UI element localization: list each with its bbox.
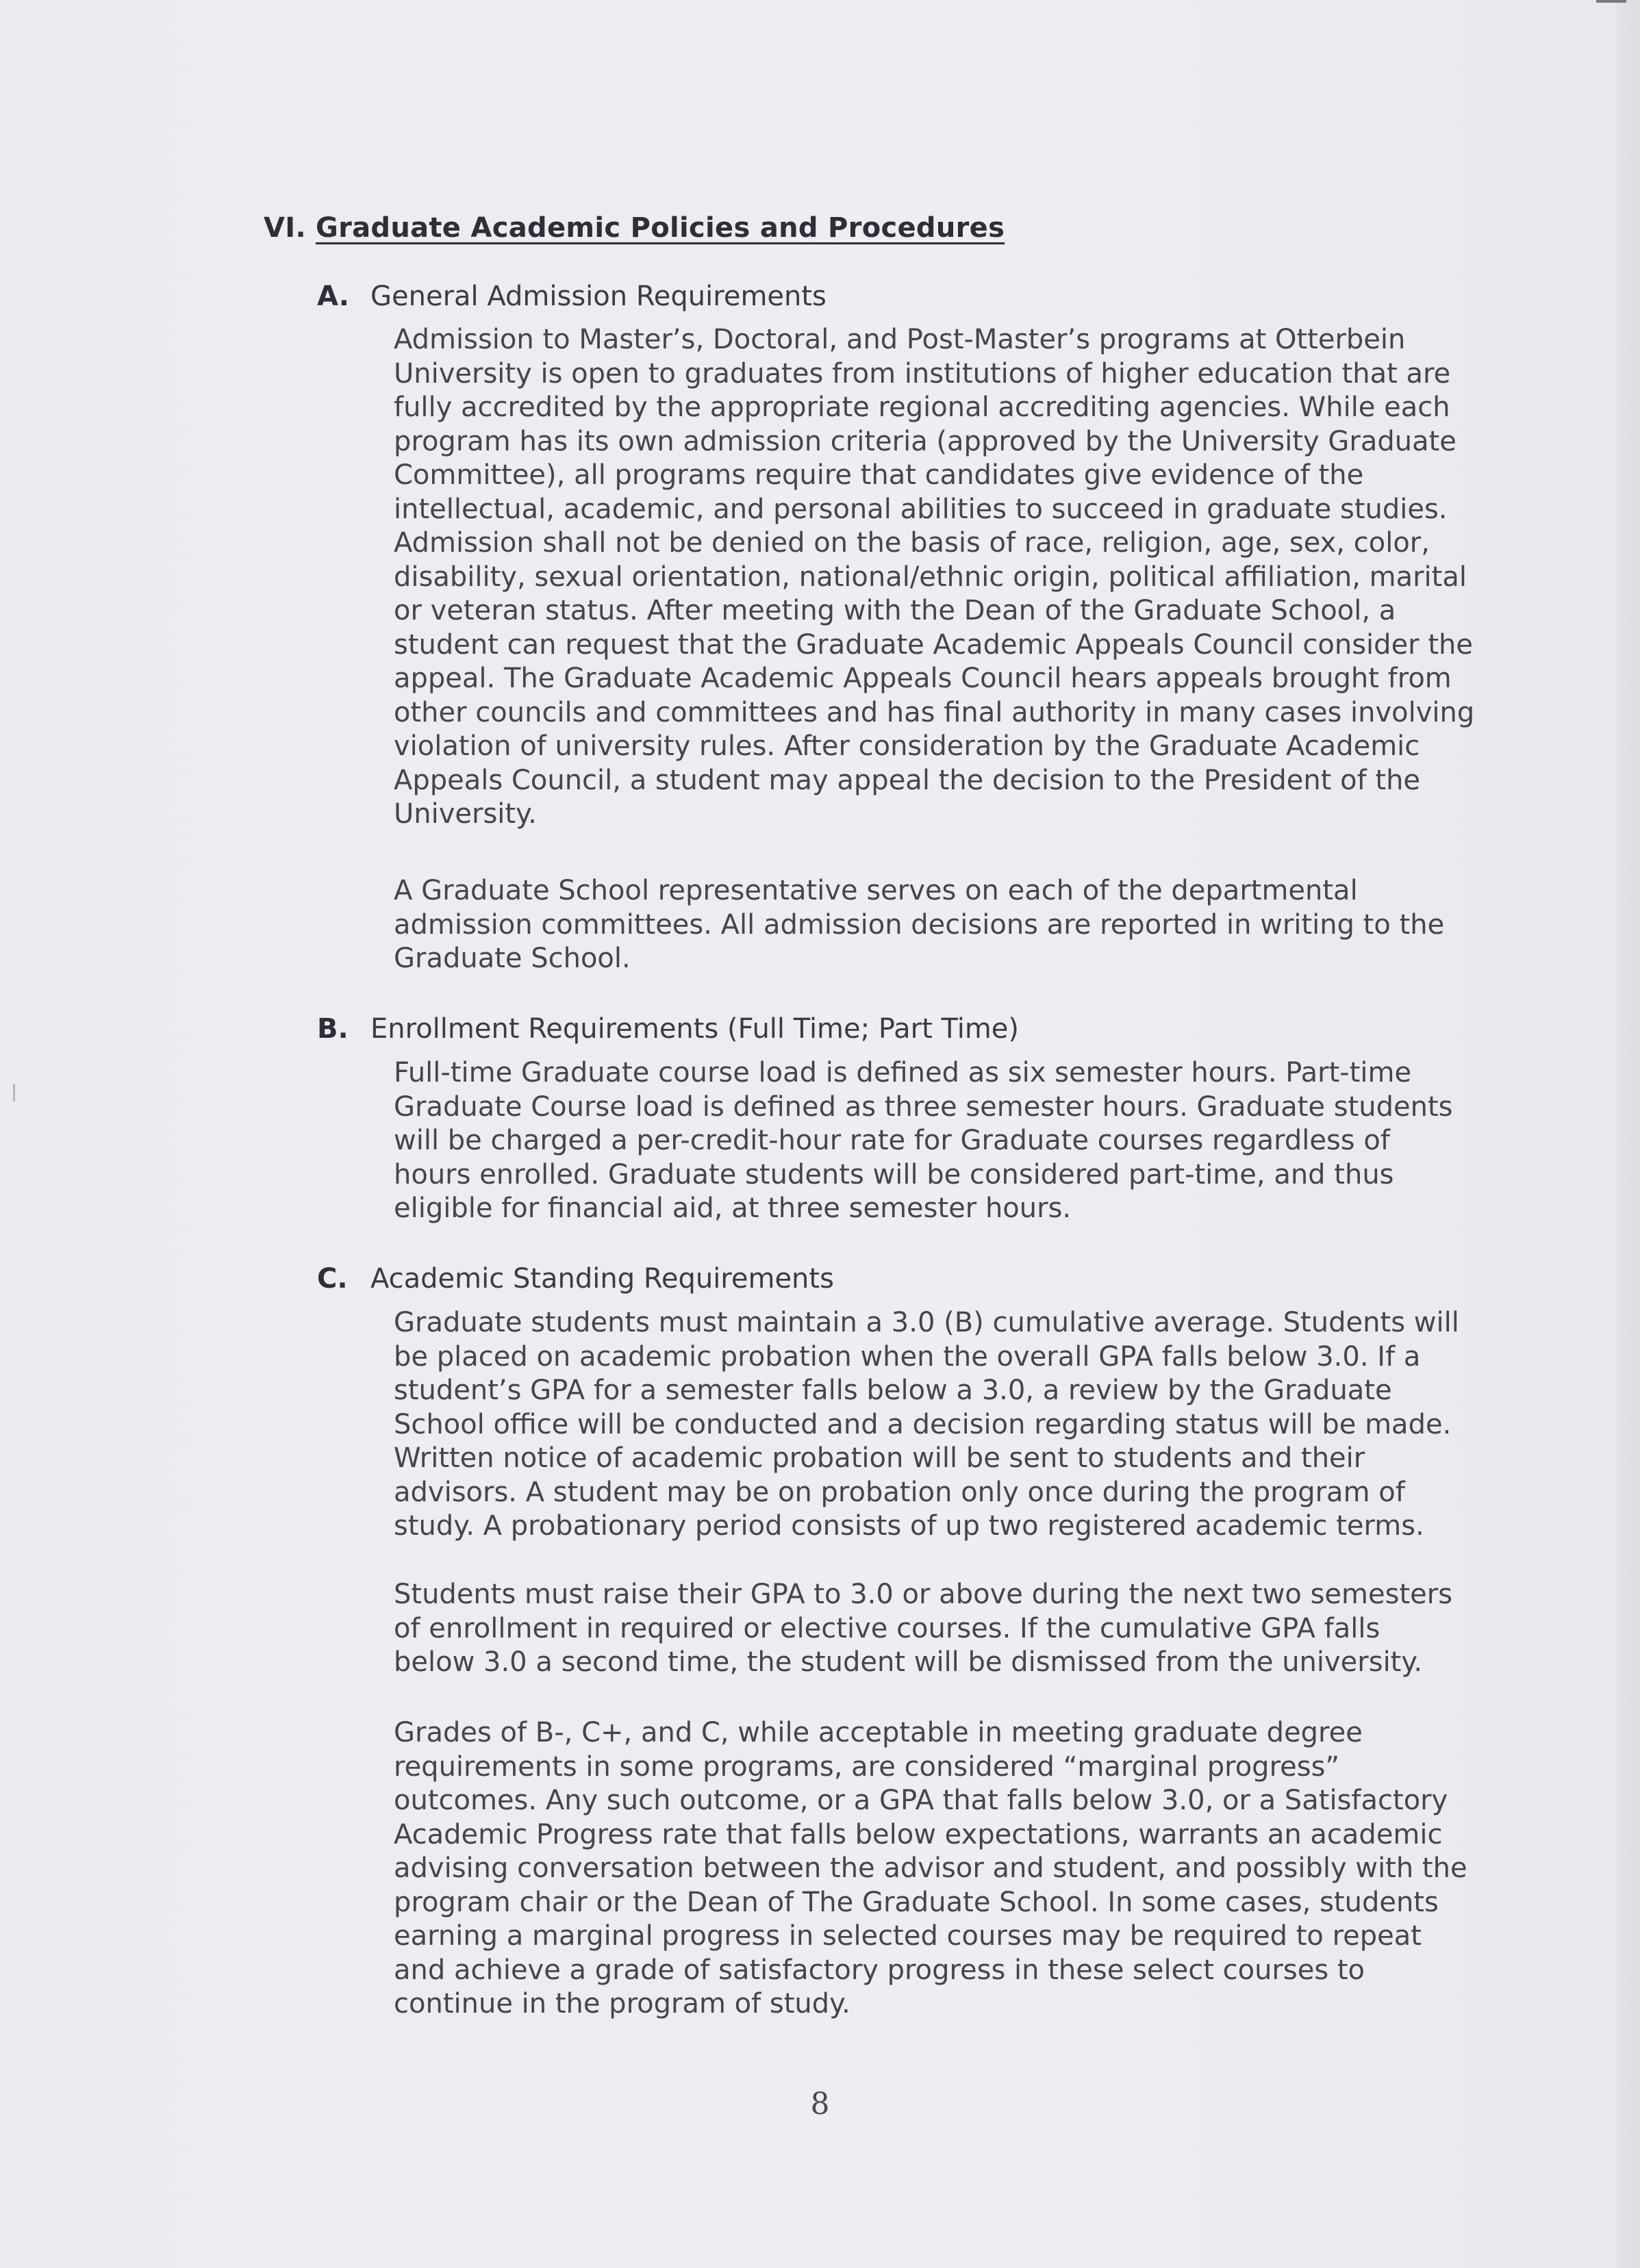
section-title: Graduate Academic Policies and Procedures [315,212,1005,244]
text-line: eligible for financial aid, at three semester hours. [394,1193,1072,1224]
text-line: will be charged a per-credit-hour rate for Graduate courses regardless of [394,1125,1390,1156]
subsection-letter: B. [317,1013,349,1045]
subsection-letter: A. [317,281,349,312]
text-line: below 3.0 a second time, the student will be dismissed from the university. [394,1646,1423,1678]
text-line: student can request that the Graduate Academic Appeals Council consider the [394,628,1473,661]
text-line: disability, sexual orientation, national/ethnic origin, political affiliation, marital [394,561,1467,593]
text-line: Admission shall not be denied on the basis of race, religion, age, sex, color, [394,527,1430,559]
text-line: Graduate Course load is defined as three semester hours. Graduate students [394,1091,1453,1123]
paragraph-enrollment [394,1056,1517,1226]
text-line: continue in the program of study. [394,1988,850,2019]
text-line: University is open to graduates from institutions of higher education that are [394,357,1451,390]
section-heading [264,212,1005,244]
text-line: fully accredited by the appropriate regional accrediting agencies. While each [394,392,1450,423]
text-line: Graduate students must maintain a 3.0 (B) cumulative average. Students will [394,1307,1459,1338]
text-line: Admission to Master’s, Doctoral, and Post-Master’s programs at Otterbein [394,324,1406,355]
text-line: Written notice of academic probation will be sent to students and their [394,1442,1365,1474]
subsection-title: General Admission Requirements [370,281,827,312]
paragraph-academic-standing [394,1306,1517,1544]
text-line: Academic Progress rate that falls below expectations, warrants an academic [394,1818,1443,1850]
text-line: intellectual, academic, and personal abilities to succeed in graduate studies. [394,493,1448,525]
corner-mark [1596,0,1626,3]
text-line: Graduate School. [394,943,631,974]
subsection-b-heading [317,1013,1019,1045]
subsection-title: Academic Standing Requirements [370,1263,834,1295]
text-line: student’s GPA for a semester falls below a 3.0, a review by the Graduate [394,1375,1392,1406]
paragraph-admission [394,323,1517,832]
subsection-title: Enrollment Requirements (Full Time; Part Time) [370,1013,1019,1045]
text-line: Full-time Graduate course load is defined as six semester hours. Part-time [394,1057,1412,1088]
text-line: Students must raise their GPA to 3.0 or above during the next two semesters [394,1579,1453,1610]
text-line: violation of university rules. After consideration by the Graduate Academic [394,730,1420,762]
text-line: admission committees. All admission decisions are reported in writing to the [394,908,1445,941]
text-line: or veteran status. After meeting with the Dean of the Graduate School, a [394,595,1396,626]
text-line: earning a marginal progress in selected courses may be required to repeat [394,1920,1422,1952]
text-line: Appeals Council, a student may appeal the decision to the President of the [394,764,1421,796]
subsection-c-heading [317,1263,834,1295]
text-line: outcomes. Any such outcome, or a GPA that falls below 3.0, or a Satisfactory [394,1785,1448,1816]
text-line: study. A probationary period consists of up two registered academic terms. [394,1510,1424,1542]
text-line: hours enrolled. Graduate students will be considered part-time, and thus [394,1158,1394,1190]
paragraph-representative [394,874,1517,976]
text-line: University. [394,798,537,830]
page-edge-shadow [1617,0,1640,2268]
text-line: appeal. The Graduate Academic Appeals Council hears appeals brought from [394,663,1452,694]
paragraph-marginal-progress [394,1716,1517,2022]
subsection-a-heading [317,281,827,312]
subsection-letter: C. [317,1263,348,1295]
text-line: other councils and committees and has final authority in many cases involving [394,696,1475,728]
text-line: Grades of B-, C+, and C, while acceptable in meeting graduate degree [394,1717,1363,1748]
text-line: requirements in some programs, are considered “marginal progress” [394,1750,1340,1783]
text-line: advisors. A student may be on probation only once during the program of [394,1476,1405,1508]
text-line: of enrollment in required or elective courses. If the cumulative GPA falls [394,1612,1380,1644]
text-line: be placed on academic probation when the overall GPA falls below 3.0. If a [394,1340,1421,1373]
margin-mark [13,1084,15,1101]
page-number: 8 [810,2087,830,2122]
text-line: A Graduate School representative serves on each of the departmental [394,875,1358,906]
text-line: program chair or the Dean of The Graduate School. In some cases, students [394,1886,1439,1918]
text-line: and achieve a grade of satisfactory progress in these select courses to [394,1954,1365,1986]
section-number: VI. [264,212,306,244]
paragraph-gpa-raise [394,1578,1517,1680]
text-line: program has its own admission criteria (approved by the University Graduate [394,425,1456,457]
text-line: School office will be conducted and a decision regarding status will be made. [394,1408,1452,1440]
text-line: advising conversation between the advisor and student, and possibly with the [394,1852,1467,1884]
text-line: Committee), all programs require that candidates give evidence of the [394,459,1364,491]
